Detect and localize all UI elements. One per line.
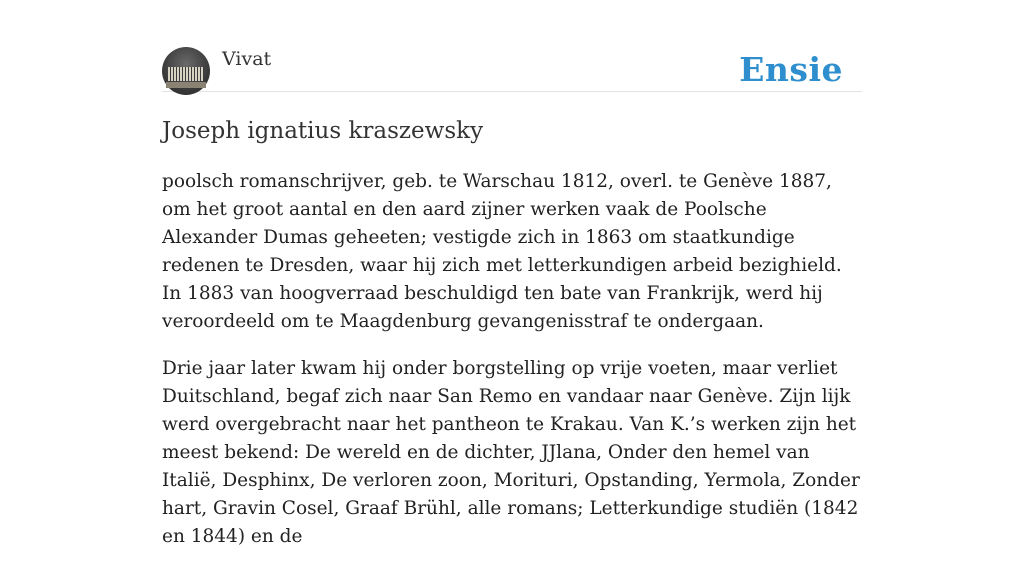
article-paragraph: Drie jaar later kwam hij onder borgstelling op vrije voeten, maar verliet Duitschland, begaf zich naar San Remo en vandaar naar Genève. Zijn lijk werd overgebracht naar het pantheon te Krakau. Van K.’s werken zijn het meest bekend: De wereld en de dichter, JJlana, Onder den hemel van Italië, Desphinx, De verloren zoon, Morituri, Opstanding, Yermola, Zonder hart, Gravin Cosel, Graaf Brühl, alle romans; Letterkundige studiën (1842 en 1844) en de	[162, 358, 860, 547]
article-body	[162, 168, 862, 570]
header	[162, 0, 862, 92]
brand-logo[interactable]: Ensie	[739, 50, 843, 89]
page	[162, 0, 862, 547]
article-title: Joseph ignatius kraszewsky	[162, 118, 484, 144]
article-paragraph: poolsch romanschrijver, geb. te Warschau 1812, overl. te Genève 1887, om het groot aantal en den aard zijner werken vaak de Poolsche Alexander Dumas geheeten; vestigde zich in 1863 om staatkundige redenen te Dresden, waar hij zich met letterkundigen arbeid bezighield. In 1883 van hoogverraad beschuldigd ten bate van Frankrijk, werd hij veroordeeld om te Maagdenburg gevangenisstraf te ondergaan.	[162, 171, 842, 332]
bookshelf-image-base	[166, 82, 206, 88]
author-avatar[interactable]	[162, 47, 210, 95]
bookshelf-image-detail	[168, 67, 204, 81]
author-name[interactable]: Vivat	[222, 48, 272, 70]
